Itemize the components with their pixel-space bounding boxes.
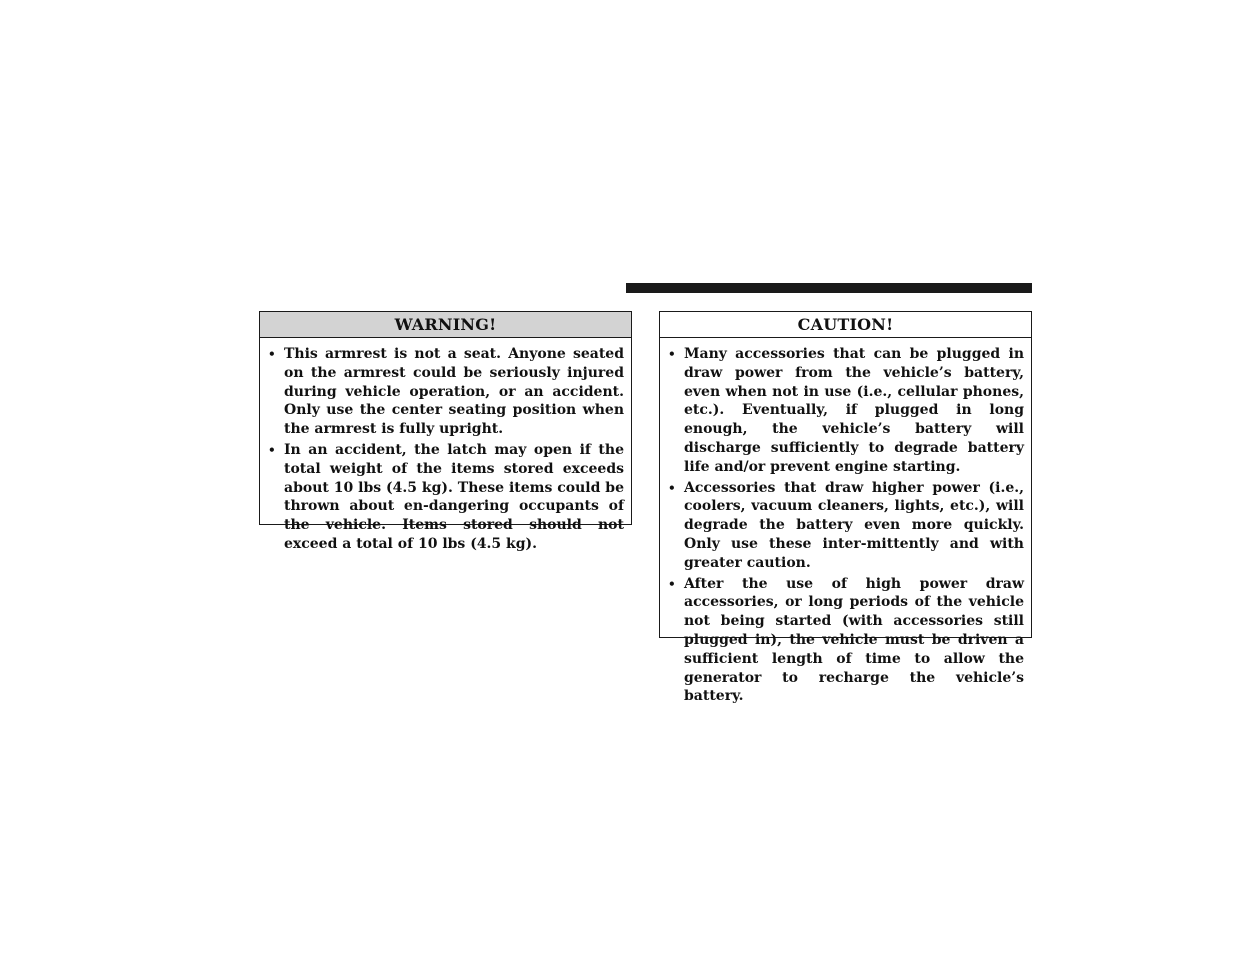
warning-title: WARNING! [260,312,631,338]
caution-item-text: After the use of high power draw accessories, or long periods of the vehicle not being started (with accessories still plugged in), the vehicle must be driven a sufficient length of time to allow the generator to recharge the vehicle’s battery. [684,575,1024,705]
warning-item-text: This armrest is not a seat. Anyone seated on the armrest could be seriously injured during vehicle operation, or an accident. Only use the center seating position when the armrest is fully upright. [284,346,624,438]
warning-item-text: In an accident, the latch may open if the total weight of the items stored exceeds about 10 lbs (4.5 kg). These items could be thrown about en-dangering occupants of the vehicle. Items stored should not exceed a total of 10 lbs (4.5 kg). [284,441,624,552]
warning-list [268,345,624,554]
caution-item-text: Accessories that draw higher power (i.e., coolers, vacuum cleaners, lights, etc.), will degrade the battery even more quickly. Only use these inter-mittently and with greater caution. [684,479,1024,571]
caution-item [668,479,1024,573]
bullet-icon: • [668,480,676,495]
warning-item [268,441,624,554]
bullet-icon: • [268,442,276,457]
caution-title: CAUTION! [660,312,1031,338]
section-header-rule [626,283,1032,293]
warning-body [260,338,631,554]
caution-box [659,311,1032,705]
caution-body [660,338,1031,706]
caution-item-text: Many accessories that can be plugged in draw power from the vehicle’s battery, even when not in use (i.e., cellular phones, etc.). Eventually, if plugged in long enough, the vehicle’s battery will discharge sufficiently to degrade battery life and/or prevent engine starting. [684,346,1024,475]
warning-item [268,345,624,439]
caution-item [668,575,1024,707]
warning-box [259,311,632,552]
bullet-icon: • [668,347,676,361]
caution-item [668,345,1024,477]
bullet-icon: • [668,576,676,591]
bullet-icon: • [268,347,276,361]
caution-list [668,345,1024,706]
